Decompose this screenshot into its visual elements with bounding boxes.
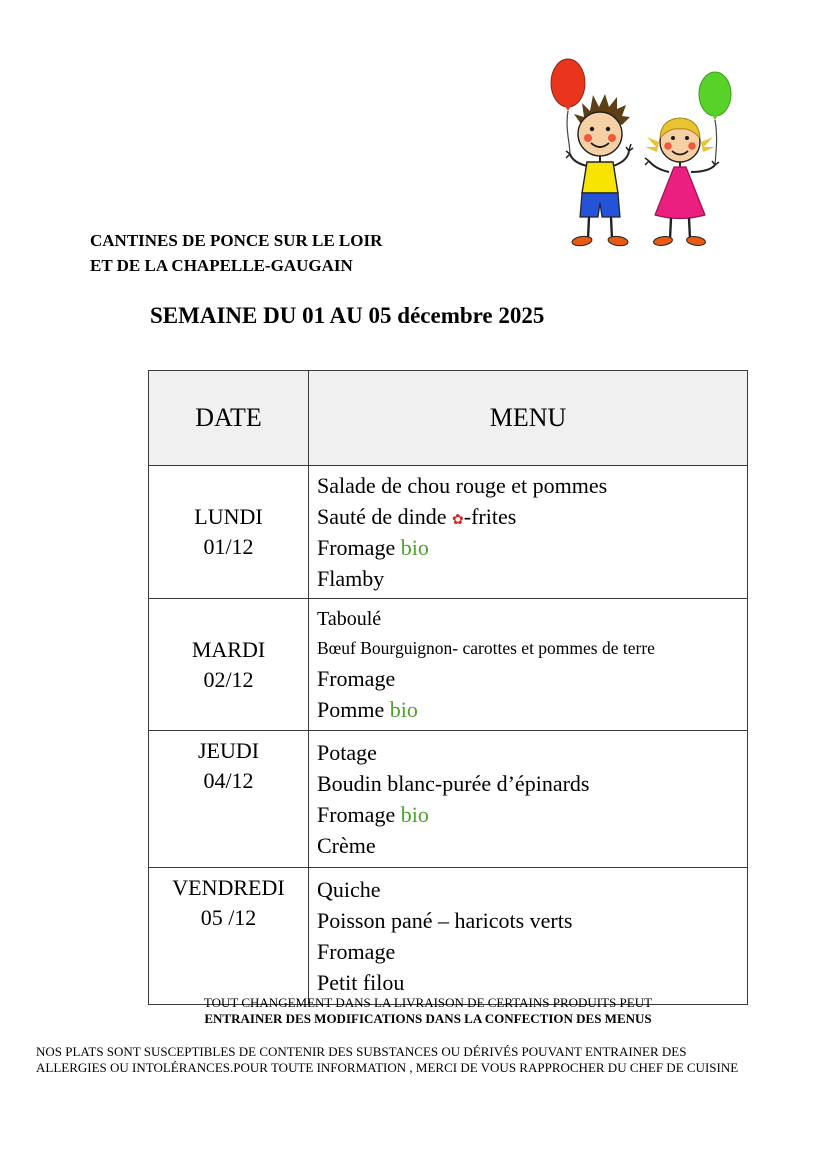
table-row	[149, 731, 748, 868]
organization-name	[90, 228, 382, 278]
menu-item	[317, 799, 743, 830]
menu-item-text: Potage	[317, 740, 377, 765]
page-title: SEMAINE DU 01 AU 05 décembre 2025	[150, 303, 545, 328]
menu-item-text: Pomme	[317, 696, 390, 722]
girl-cheek	[688, 142, 696, 150]
date-column-header: DATE	[149, 371, 309, 466]
menu-item	[317, 830, 743, 861]
menu-item-text: Fromage	[317, 535, 401, 560]
date-label: 01/12	[203, 534, 254, 559]
menu-item	[317, 905, 743, 936]
menu-item-text: Flamby	[317, 566, 385, 591]
menu-table-body	[149, 466, 748, 1005]
bio-label: bio	[389, 696, 418, 722]
organization-line1: CANTINES DE PONCE SUR LE LOIR	[90, 231, 383, 250]
table-header-row	[149, 371, 748, 466]
girl-shoe	[653, 235, 673, 246]
menu-item-text: Petit filou	[317, 970, 405, 995]
girl-legs	[670, 218, 690, 239]
boy-right-arm	[613, 151, 629, 166]
menu-item-text: Fromage	[317, 665, 396, 691]
menu-item-text: Bœuf Bourguignon- carottes et pommes de terre	[317, 637, 655, 658]
boy-figure	[566, 94, 633, 247]
date-label: 05 /12	[200, 905, 257, 930]
bio-label: bio	[400, 535, 429, 560]
girl-pigtail-left	[645, 137, 659, 152]
menu-column-header: MENU	[309, 371, 748, 466]
delivery-note-line2: ENTRAINER DES MODIFICATIONS DANS LA CONFECTION DES MENUS	[204, 1011, 652, 1026]
menu-item-text: Sauté de dinde	[317, 504, 453, 529]
date-label: 02/12	[203, 666, 254, 692]
red-balloon-knot	[565, 106, 571, 111]
red-balloon-string	[567, 111, 570, 154]
menu-item	[317, 936, 743, 967]
menu-cell	[309, 466, 748, 599]
girl-shoe	[686, 235, 706, 246]
menu-item-text: Boudin blanc-purée d’épinards	[317, 771, 590, 796]
menu-item	[317, 634, 743, 663]
day-label: JEUDI	[197, 738, 260, 763]
menu-item-text: Salade de chou rouge et pommes	[317, 473, 608, 498]
menu-item-text: Crème	[317, 833, 376, 858]
menu-item-text: Taboulé	[317, 607, 382, 630]
table-row	[149, 599, 748, 731]
children-balloons-illustration	[543, 50, 755, 250]
organization-line2: ET DE LA CHAPELLE-GAUGAIN	[90, 256, 353, 275]
date-label: 04/12	[203, 768, 254, 793]
label-rouge-icon: ✿	[452, 513, 464, 528]
allergy-note: NOS PLATS SONT SUSCEPTIBLES DE CONTENIR DES SUBSTANCES OU DÉRIVÉS POUVANT ENTRAINER DES ALLERGIES OU INTOLÉRANCES.POUR TOUTE INFORMATION , MERCI DE VOUS RAPPROCHER DU CHEF DE CUISINE	[36, 1044, 739, 1075]
date-cell	[149, 868, 309, 1005]
boy-eye	[606, 127, 610, 131]
delivery-note	[128, 995, 728, 1027]
date-cell	[149, 731, 309, 868]
boy-shorts	[580, 193, 620, 217]
menu-item-text: Quiche	[317, 877, 381, 902]
menu-item	[317, 532, 743, 563]
girl-left-arm	[649, 161, 669, 172]
boy-cheek	[608, 134, 616, 142]
menu-item	[317, 768, 743, 799]
menu-item	[317, 563, 743, 594]
menu-cell	[309, 731, 748, 868]
green-balloon-body	[699, 72, 731, 116]
girl-right-arm	[691, 165, 715, 172]
boy-left-arm	[570, 154, 587, 166]
day-label: LUNDI	[194, 504, 263, 529]
boy-head	[578, 112, 622, 156]
girl-eye	[671, 136, 675, 140]
menu-item	[317, 605, 743, 634]
girl-pigtail-right	[701, 137, 715, 152]
menu-item-text: -frites	[463, 504, 517, 529]
boy-shirt	[582, 162, 618, 193]
menu-item-text: Poisson pané – haricots verts	[317, 908, 573, 933]
girl-eye	[685, 136, 689, 140]
date-cell	[149, 466, 309, 599]
boy-eye	[590, 127, 594, 131]
menu-table	[148, 370, 748, 1005]
menu-cell	[309, 599, 748, 731]
green-balloon-string	[715, 120, 717, 165]
girl-figure	[645, 118, 719, 247]
red-balloon-body	[551, 59, 585, 107]
boy-shoe	[571, 235, 592, 247]
menu-item	[317, 501, 743, 532]
green-balloon-knot	[712, 115, 718, 120]
girl-dress	[655, 167, 705, 219]
boy-shoe	[607, 235, 628, 247]
girl-left-hand	[645, 158, 649, 165]
day-label: VENDREDI	[172, 875, 285, 900]
day-label: MARDI	[191, 636, 266, 662]
table-row	[149, 466, 748, 599]
menu-item	[317, 967, 743, 998]
bio-label: bio	[400, 802, 429, 827]
menu-item-text: Fromage	[317, 802, 401, 827]
boy-legs	[588, 217, 612, 239]
menu-item-text: Fromage	[317, 939, 396, 964]
girl-cheek	[664, 142, 672, 150]
delivery-note-line1: TOUT CHANGEMENT DANS LA LIVRAISON DE CERTAINS PRODUITS PEUT	[203, 995, 653, 1010]
boy-right-hand	[626, 144, 633, 151]
table-row	[149, 868, 748, 1005]
menu-item	[317, 737, 743, 768]
date-cell	[149, 599, 309, 731]
menu-item	[317, 874, 743, 905]
boy-cheek	[584, 134, 592, 142]
menu-item	[317, 663, 743, 694]
menu-item	[317, 470, 743, 501]
menu-cell	[309, 868, 748, 1005]
menu-item	[317, 694, 743, 725]
